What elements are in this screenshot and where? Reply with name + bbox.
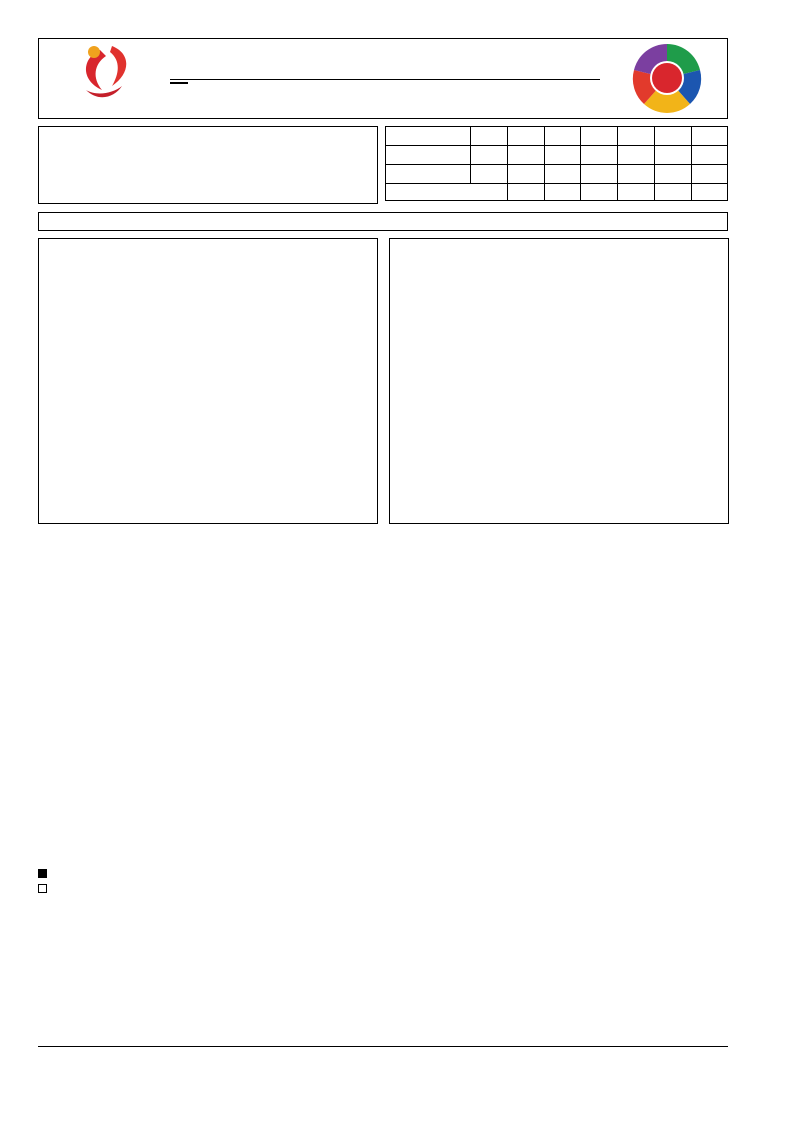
score-cell [618, 165, 655, 184]
duration-cell [655, 184, 692, 201]
score-cell [692, 165, 728, 184]
score-cell [655, 165, 692, 184]
header-set-2 [544, 127, 581, 146]
footer-divider [38, 1046, 728, 1047]
set-duration-row [386, 184, 728, 201]
score-cell [507, 165, 544, 184]
set-table-header [386, 127, 728, 146]
duration-cell [544, 184, 581, 201]
title-divider [170, 79, 600, 80]
header-set-3 [581, 127, 618, 146]
score-cell [655, 146, 692, 165]
score-cell [692, 146, 728, 165]
roster-shanghai [389, 238, 729, 524]
score-cell [544, 165, 581, 184]
score-cell [618, 146, 655, 165]
header-total [692, 127, 728, 146]
duration-cell [581, 184, 618, 201]
cvl-logo [72, 40, 142, 118]
header-set-4 [618, 127, 655, 146]
duration-cell [507, 184, 544, 201]
set-row-shanghai [386, 165, 728, 184]
score-cell [470, 146, 507, 165]
set-scores-table [385, 126, 728, 201]
team-cell [386, 165, 471, 184]
header-sets [470, 127, 507, 146]
filled-square-icon [38, 869, 47, 878]
score-cell [507, 146, 544, 165]
header-teams [386, 127, 471, 146]
team-cell [386, 146, 471, 165]
header-set-5 [655, 127, 692, 146]
score-cell [470, 165, 507, 184]
cnsg-logo [628, 42, 706, 114]
duration-cell [618, 184, 655, 201]
referees-box [38, 212, 728, 231]
score-cell [581, 146, 618, 165]
duration-cell [692, 184, 728, 201]
legend-starting [38, 869, 52, 880]
set-duration-label [386, 184, 508, 201]
empty-square-icon [38, 884, 47, 893]
match-info [38, 126, 378, 204]
header-set-1 [507, 127, 544, 146]
score-cell [544, 146, 581, 165]
report-code [170, 82, 188, 84]
score-cell [581, 165, 618, 184]
set-row-zhejiang [386, 146, 728, 165]
legend-substitute [38, 884, 52, 895]
roster-zhejiang [38, 238, 378, 524]
